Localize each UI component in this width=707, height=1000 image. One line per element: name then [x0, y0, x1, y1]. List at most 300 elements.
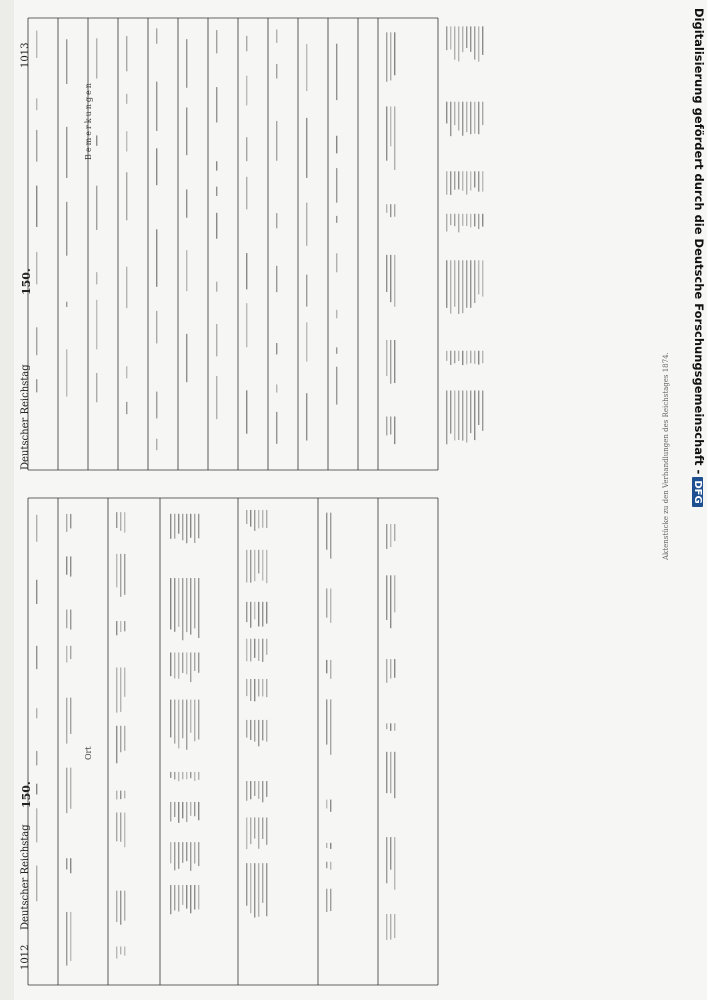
text-stroke — [266, 679, 267, 697]
text-stroke — [336, 44, 337, 100]
text-stroke — [250, 781, 251, 799]
text-stroke — [178, 578, 179, 627]
text-stroke — [126, 267, 127, 309]
text-stroke — [186, 108, 187, 156]
text-stroke — [194, 652, 195, 671]
text-stroke — [36, 379, 37, 392]
text-stroke — [394, 32, 395, 75]
text-stroke — [70, 858, 71, 873]
text-stroke — [306, 322, 307, 361]
text-stroke — [386, 723, 387, 729]
text-stroke — [120, 947, 121, 955]
text-stroke — [186, 885, 187, 909]
text-stroke — [216, 282, 217, 292]
text-stroke — [254, 863, 255, 917]
text-stroke — [178, 802, 179, 823]
text-stroke — [246, 602, 247, 622]
text-stroke — [446, 26, 447, 50]
text-stroke — [326, 862, 327, 868]
text-stroke — [120, 668, 121, 712]
text-stroke — [124, 726, 125, 751]
text-stroke — [182, 578, 183, 640]
text-stroke — [390, 659, 391, 678]
text-stroke — [124, 512, 125, 533]
text-stroke — [450, 26, 451, 49]
text-stroke — [450, 214, 451, 225]
text-stroke — [450, 390, 451, 433]
text-stroke — [466, 102, 467, 132]
text-stroke — [394, 914, 395, 938]
text-stroke — [446, 390, 447, 444]
text-stroke — [454, 26, 455, 59]
text-stroke — [70, 698, 71, 734]
text-stroke — [194, 514, 195, 543]
dfg-watermark — [690, 8, 707, 608]
text-stroke — [190, 802, 191, 816]
text-stroke — [66, 556, 67, 574]
text-stroke — [276, 29, 277, 42]
text-stroke — [482, 214, 483, 227]
text-stroke — [70, 514, 71, 529]
text-stroke — [194, 885, 195, 910]
text-stroke — [330, 699, 331, 754]
text-stroke — [394, 524, 395, 541]
text-stroke — [66, 514, 67, 532]
text-stroke — [254, 817, 255, 838]
text-stroke — [454, 214, 455, 226]
text-stroke — [250, 720, 251, 740]
text-stroke — [36, 252, 37, 284]
text-stroke — [390, 255, 391, 302]
text-stroke — [394, 837, 395, 890]
text-stroke — [336, 168, 337, 203]
text-stroke — [182, 700, 183, 739]
text-stroke — [470, 102, 471, 134]
text-stroke — [454, 390, 455, 440]
text-stroke — [446, 351, 447, 361]
text-stroke — [254, 510, 255, 531]
text-stroke — [116, 621, 117, 635]
text-stroke — [482, 171, 483, 191]
text-stroke — [182, 514, 183, 540]
text-stroke — [66, 127, 67, 178]
text-stroke — [266, 863, 267, 916]
text-stroke — [156, 311, 157, 343]
text-stroke — [250, 550, 251, 583]
text-stroke — [126, 366, 127, 378]
text-stroke — [186, 700, 187, 750]
text-stroke — [336, 216, 337, 223]
right-table-number: 150. — [20, 268, 33, 295]
text-stroke — [186, 189, 187, 217]
text-stroke — [390, 723, 391, 731]
text-stroke — [178, 652, 179, 678]
text-stroke — [394, 204, 395, 217]
text-stroke — [450, 171, 451, 195]
text-stroke — [458, 390, 459, 440]
text-stroke — [390, 340, 391, 384]
text-stroke — [446, 214, 447, 232]
text-stroke — [246, 36, 247, 51]
text-stroke — [96, 300, 97, 349]
text-stroke — [246, 679, 247, 696]
text-stroke — [458, 351, 459, 361]
text-stroke — [262, 639, 263, 662]
text-stroke — [120, 554, 121, 597]
text-stroke — [330, 660, 331, 679]
text-stroke — [306, 393, 307, 440]
text-stroke — [174, 652, 175, 678]
text-stroke — [266, 550, 267, 583]
text-stroke — [474, 171, 475, 187]
text-stroke — [326, 513, 327, 550]
text-stroke — [246, 390, 247, 433]
text-stroke — [116, 512, 117, 528]
text-stroke — [254, 679, 255, 701]
text-stroke — [306, 275, 307, 307]
text-stroke — [386, 914, 387, 940]
text-stroke — [174, 700, 175, 744]
text-stroke — [124, 947, 125, 956]
text-stroke — [174, 578, 175, 632]
text-stroke — [262, 602, 263, 627]
text-stroke — [482, 26, 483, 55]
text-stroke — [258, 602, 259, 627]
text-stroke — [170, 514, 171, 539]
text-stroke — [250, 817, 251, 844]
text-stroke — [126, 94, 127, 104]
text-stroke — [96, 373, 97, 402]
text-stroke — [254, 639, 255, 658]
text-stroke — [116, 791, 117, 800]
text-stroke — [36, 708, 37, 718]
text-stroke — [198, 578, 199, 638]
text-stroke — [482, 351, 483, 364]
text-stroke — [330, 862, 331, 870]
text-stroke — [458, 171, 459, 189]
text-stroke — [306, 118, 307, 178]
text-stroke — [390, 204, 391, 217]
text-stroke — [470, 214, 471, 228]
text-stroke — [336, 136, 337, 154]
text-stroke — [446, 171, 447, 194]
text-stroke — [262, 863, 263, 903]
text-stroke — [276, 412, 277, 444]
text-stroke — [262, 550, 263, 581]
text-stroke — [450, 260, 451, 313]
text-stroke — [36, 580, 37, 604]
text-stroke — [474, 260, 475, 303]
text-stroke — [170, 652, 171, 676]
text-stroke — [36, 515, 37, 542]
text-stroke — [66, 610, 67, 629]
text-stroke — [266, 510, 267, 528]
text-stroke — [466, 214, 467, 226]
text-stroke — [462, 214, 463, 226]
text-stroke — [216, 213, 217, 239]
text-stroke — [156, 392, 157, 419]
text-stroke — [386, 340, 387, 376]
text-stroke — [478, 390, 479, 425]
text-stroke — [124, 621, 125, 631]
text-stroke — [246, 137, 247, 161]
text-stroke — [126, 131, 127, 151]
text-stroke — [386, 752, 387, 793]
text-stroke — [194, 842, 195, 863]
text-stroke — [174, 514, 175, 539]
text-stroke — [262, 679, 263, 696]
text-stroke — [390, 837, 391, 870]
text-stroke — [276, 121, 277, 161]
text-stroke — [96, 38, 97, 78]
text-stroke — [390, 106, 391, 146]
text-stroke — [36, 31, 37, 58]
text-stroke — [258, 639, 259, 661]
text-stroke — [190, 700, 191, 733]
text-stroke — [258, 817, 259, 848]
text-stroke — [182, 842, 183, 863]
text-stroke — [262, 720, 263, 741]
text-stroke — [276, 213, 277, 228]
text-stroke — [390, 524, 391, 547]
text-stroke — [216, 376, 217, 419]
text-stroke — [258, 510, 259, 528]
text-stroke — [470, 260, 471, 307]
text-stroke — [474, 214, 475, 227]
text-stroke — [120, 891, 121, 925]
right-header-fragment: Deutscher Reichstag — [20, 364, 31, 470]
text-stroke — [446, 260, 447, 308]
text-stroke — [182, 772, 183, 779]
text-stroke — [254, 720, 255, 742]
text-stroke — [462, 351, 463, 365]
text-stroke — [326, 843, 327, 848]
col-header-ort: Ort — [84, 746, 93, 760]
text-stroke — [124, 554, 125, 595]
text-stroke — [246, 639, 247, 661]
text-stroke — [258, 863, 259, 917]
text-stroke — [246, 253, 247, 289]
text-stroke — [36, 751, 37, 765]
text-stroke — [258, 550, 259, 574]
text-stroke — [454, 171, 455, 190]
text-stroke — [390, 914, 391, 940]
text-stroke — [306, 203, 307, 246]
text-stroke — [66, 646, 67, 663]
text-stroke — [474, 390, 475, 440]
text-stroke — [194, 802, 195, 816]
text-stroke — [178, 885, 179, 912]
text-stroke — [326, 699, 327, 744]
text-stroke — [156, 82, 157, 131]
text-stroke — [394, 723, 395, 730]
text-stroke — [124, 891, 125, 921]
text-stroke — [182, 885, 183, 905]
text-stroke — [276, 384, 277, 392]
text-stroke — [336, 310, 337, 318]
text-stroke — [70, 768, 71, 809]
text-stroke — [458, 260, 459, 314]
text-stroke — [330, 800, 331, 812]
text-stroke — [386, 204, 387, 213]
text-stroke — [36, 186, 37, 227]
text-stroke — [330, 843, 331, 849]
text-stroke — [326, 660, 327, 673]
text-stroke — [462, 390, 463, 440]
text-stroke — [216, 187, 217, 196]
text-stroke — [462, 26, 463, 52]
text-stroke — [190, 842, 191, 871]
text-stroke — [390, 575, 391, 628]
text-stroke — [186, 652, 187, 674]
text-stroke — [198, 700, 199, 740]
text-stroke — [178, 514, 179, 534]
text-stroke — [262, 817, 263, 839]
text-stroke — [246, 550, 247, 583]
text-stroke — [250, 602, 251, 628]
text-stroke — [182, 802, 183, 818]
text-stroke — [198, 842, 199, 866]
text-stroke — [478, 26, 479, 61]
text-stroke — [116, 891, 117, 922]
text-stroke — [326, 889, 327, 912]
text-stroke — [186, 334, 187, 382]
text-stroke — [174, 842, 175, 870]
left-table-number: 150. — [20, 781, 33, 808]
text-stroke — [178, 842, 179, 869]
text-stroke — [120, 791, 121, 800]
text-stroke — [190, 578, 191, 635]
text-stroke — [190, 772, 191, 778]
text-stroke — [466, 390, 467, 442]
text-stroke — [266, 602, 267, 624]
text-stroke — [458, 102, 459, 131]
text-stroke — [174, 885, 175, 910]
text-stroke — [120, 726, 121, 752]
text-stroke — [450, 351, 451, 365]
text-stroke — [216, 87, 217, 122]
text-stroke — [66, 302, 67, 307]
text-stroke — [386, 32, 387, 81]
text-stroke — [126, 172, 127, 220]
text-stroke — [170, 700, 171, 738]
text-stroke — [386, 575, 387, 620]
text-stroke — [198, 772, 199, 780]
text-stroke — [326, 588, 327, 617]
text-stroke — [186, 578, 187, 632]
text-stroke — [462, 171, 463, 190]
text-stroke — [446, 102, 447, 124]
text-stroke — [198, 652, 199, 672]
text-stroke — [190, 885, 191, 913]
text-stroke — [250, 510, 251, 527]
text-stroke — [124, 791, 125, 799]
text-stroke — [276, 266, 277, 292]
text-stroke — [36, 130, 37, 162]
text-stroke — [174, 772, 175, 780]
text-stroke — [394, 106, 395, 169]
text-stroke — [306, 44, 307, 91]
text-stroke — [198, 514, 199, 538]
text-stroke — [36, 327, 37, 355]
text-stroke — [170, 842, 171, 863]
text-stroke — [470, 351, 471, 363]
text-stroke — [466, 351, 467, 365]
text-stroke — [394, 416, 395, 444]
text-stroke — [462, 260, 463, 313]
text-stroke — [246, 863, 247, 906]
text-stroke — [474, 351, 475, 364]
text-stroke — [216, 30, 217, 53]
text-stroke — [330, 889, 331, 911]
text-stroke — [466, 26, 467, 48]
dfg-logo-badge: DFG — [692, 477, 703, 506]
text-stroke — [276, 343, 277, 354]
text-stroke — [470, 390, 471, 433]
text-stroke — [478, 102, 479, 134]
text-stroke — [394, 659, 395, 678]
text-stroke — [36, 808, 37, 842]
text-stroke — [258, 781, 259, 799]
text-stroke — [266, 639, 267, 655]
text-stroke — [462, 102, 463, 136]
text-stroke — [266, 720, 267, 742]
text-stroke — [194, 700, 195, 742]
text-stroke — [394, 340, 395, 383]
text-stroke — [466, 260, 467, 308]
text-stroke — [478, 260, 479, 294]
text-stroke — [116, 726, 117, 764]
text-stroke — [156, 439, 157, 450]
text-stroke — [386, 659, 387, 683]
text-stroke — [124, 668, 125, 697]
text-stroke — [66, 698, 67, 744]
text-stroke — [66, 39, 67, 84]
text-stroke — [186, 514, 187, 543]
text-stroke — [450, 102, 451, 136]
text-stroke — [120, 813, 121, 842]
text-stroke — [186, 39, 187, 88]
text-stroke — [394, 575, 395, 612]
text-stroke — [216, 324, 217, 356]
text-stroke — [170, 802, 171, 822]
text-stroke — [116, 554, 117, 588]
text-stroke — [262, 781, 263, 802]
text-stroke — [70, 556, 71, 576]
text-stroke — [170, 578, 171, 629]
footer-note: Aktenstücke zu den Verhandlungen des Reichstages 1874. — [662, 352, 670, 560]
text-stroke — [254, 602, 255, 620]
text-stroke — [482, 102, 483, 125]
text-stroke — [182, 652, 183, 672]
text-stroke — [458, 214, 459, 233]
text-stroke — [70, 912, 71, 961]
text-stroke — [394, 255, 395, 307]
text-stroke — [336, 253, 337, 272]
text-stroke — [246, 177, 247, 210]
text-stroke — [246, 303, 247, 347]
text-stroke — [258, 679, 259, 697]
text-stroke — [36, 646, 37, 669]
text-stroke — [454, 351, 455, 364]
text-stroke — [216, 161, 217, 170]
text-stroke — [276, 64, 277, 78]
text-stroke — [194, 578, 195, 628]
text-stroke — [454, 102, 455, 125]
text-stroke — [66, 858, 67, 869]
text-stroke — [190, 652, 191, 682]
text-stroke — [36, 866, 37, 902]
